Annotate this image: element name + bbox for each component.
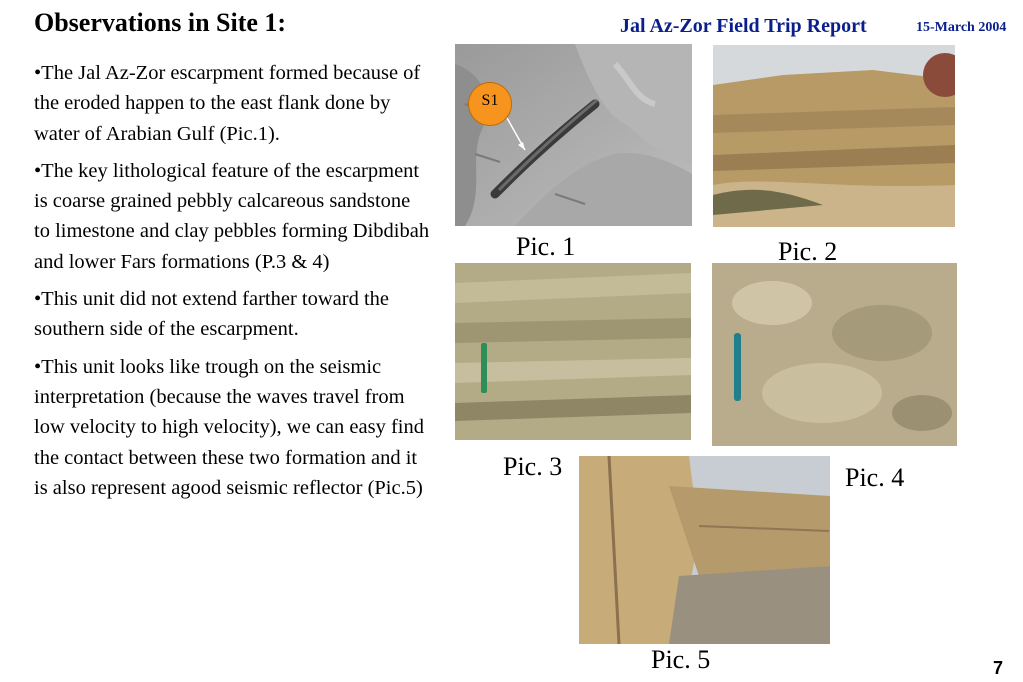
slide-title: Observations in Site 1: [34,8,287,37]
formation-contact-photo [579,456,830,644]
relief-map-image [455,44,692,226]
observation-bullets [34,58,430,510]
caption-pic-5: Pic. 5 [651,645,711,674]
sandstone-outcrop-photo [455,263,691,440]
site-s1-marker: S1 [468,82,512,126]
caption-pic-2: Pic. 2 [778,237,838,266]
bullet-item: •The key lithological feature of the escarpment is coarse grained pebbly calcareous sandstone to limestone and clay pebbles forming Dibdibah and lower Fars formations (P.3 & 4) [34,159,430,273]
page-number: 7 [993,658,1004,678]
report-header-title: Jal Az-Zor Field Trip Report [620,15,867,37]
escarpment-cliff-photo [713,45,955,227]
bullet-item: •The Jal Az-Zor escarpment formed because of the eroded happen to the east flank done by water of Arabian Gulf (Pic.1). [34,62,421,145]
caption-pic-1: Pic. 1 [516,232,576,261]
caption-pic-3: Pic. 3 [503,452,563,481]
pebbly-limestone-photo [712,263,957,446]
caption-pic-4: Pic. 4 [845,463,905,492]
bullet-item: •This unit looks like trough on the seismic interpretation (because the waves travel from low velocity to high velocity), we can easy find the contact between these two formation and it is also represent agood seismic reflector (Pic.5) [34,355,424,499]
report-header-date: 15-March 2004 [916,20,1007,35]
bullet-item: •This unit did not extend farther toward the southern side of the escarpment. [34,288,390,341]
